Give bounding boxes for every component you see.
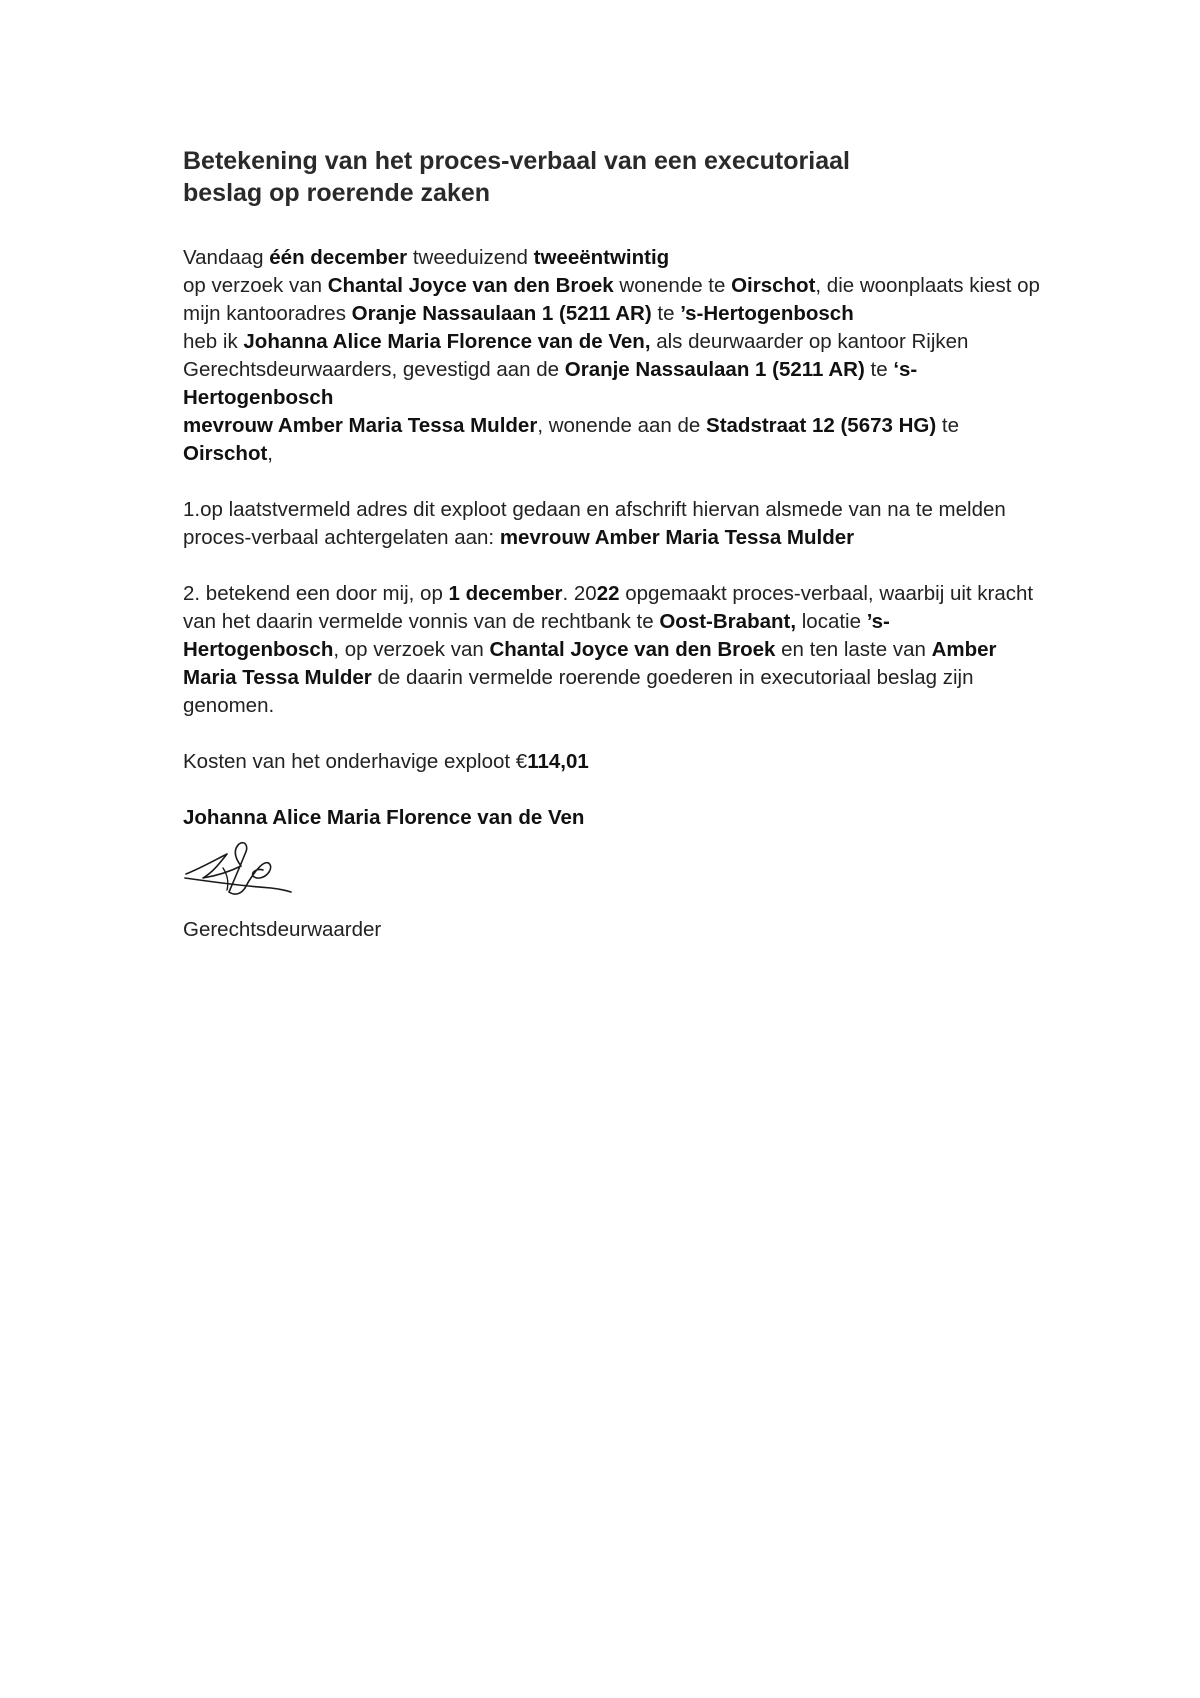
bailiff-office-city: ‘s-Hertogenbosch (183, 358, 918, 409)
intro-text: , (267, 442, 273, 465)
item-1-text: 1.op laatstvermeld adres dit exploot gedaan en afschrift hiervan alsmede van na te melden proces-verbaal achtergelaten aan: (183, 498, 1006, 549)
requester-city: Oirschot (731, 274, 816, 297)
title-line-2: beslag op roerende zaken (183, 179, 491, 207)
intro-text: wonende te (613, 274, 732, 297)
costs-line (183, 748, 1043, 776)
item-2-text: 2. betekend een door mij, op (183, 582, 449, 605)
recipient-name: mevrouw Amber Maria Tessa Mulder (183, 414, 538, 437)
item-2-requester: Chantal Joyce van den Broek (489, 638, 776, 661)
intro-text: tweeduizend (407, 246, 534, 269)
item-2-text: en ten laste van (775, 638, 932, 661)
court-location: ’s-Hertogenbosch (183, 610, 890, 661)
office-address: Oranje Nassaulaan 1 (5211 AR) (351, 302, 652, 325)
intro-text: Vandaag (183, 246, 270, 269)
item-2-text: locatie (796, 610, 867, 633)
signer-name-line (183, 804, 1043, 832)
item-2-debtor: Amber Maria Tessa Mulder (183, 638, 997, 689)
item-2-paragraph (183, 580, 1043, 720)
costs-amount: 114,01 (527, 750, 589, 773)
item-2-text: de daarin vermelde roerende goederen in executoriaal beslag zijn genomen. (183, 666, 974, 717)
item-2-year-suffix: 22 (596, 582, 620, 605)
intro-date-day: één december (269, 246, 408, 269)
signer-name: Johanna Alice Maria Florence van de Ven (183, 806, 585, 829)
court-name: Oost-Brabant, (659, 610, 797, 633)
intro-text: als deurwaarder op kantoor Rijken Gerechtsdeurwaarders, gevestigd aan de (183, 330, 969, 381)
signer-role: Gerechtsdeurwaarder (183, 918, 382, 941)
office-city: ’s-Hertogenbosch (680, 302, 854, 325)
item-1-recipient: mevrouw Amber Maria Tessa Mulder (499, 526, 855, 549)
intro-text: te (864, 358, 894, 381)
document-body (183, 145, 1043, 944)
intro-text: te (651, 302, 681, 325)
bailiff-office-address: Oranje Nassaulaan 1 (5211 AR) (564, 358, 865, 381)
intro-text: , die woonplaats kiest op mijn kantooradres (183, 274, 1040, 325)
item-2-text: , op verzoek van (333, 638, 490, 661)
item-1-paragraph (183, 496, 1043, 552)
intro-date-year: tweeëntwintig (533, 246, 670, 269)
recipient-city: Oirschot (183, 442, 268, 465)
intro-text: op verzoek van (183, 274, 328, 297)
item-2-date: 1 december (448, 582, 563, 605)
costs-label: Kosten van het onderhavige exploot € (183, 750, 528, 773)
recipient-address: Stadstraat 12 (5673 HG) (706, 414, 937, 437)
intro-text: , wonende aan de (537, 414, 707, 437)
title-line-1: Betekening van het proces-verbaal van een executoriaal (183, 147, 850, 175)
item-2-text: opgemaakt proces-verbaal, waarbij uit kracht van het daarin vermelde vonnis van de rechtbank te (183, 582, 1034, 633)
intro-paragraph (183, 244, 1043, 468)
item-2-text: . 20 (562, 582, 597, 605)
document-title (183, 145, 1043, 209)
bailiff-name: Johanna Alice Maria Florence van de Ven, (243, 330, 651, 353)
intro-text: heb ik (183, 330, 244, 353)
intro-text: te (936, 414, 959, 437)
requester-name: Chantal Joyce van den Broek (327, 274, 614, 297)
handwritten-signature (183, 838, 293, 904)
